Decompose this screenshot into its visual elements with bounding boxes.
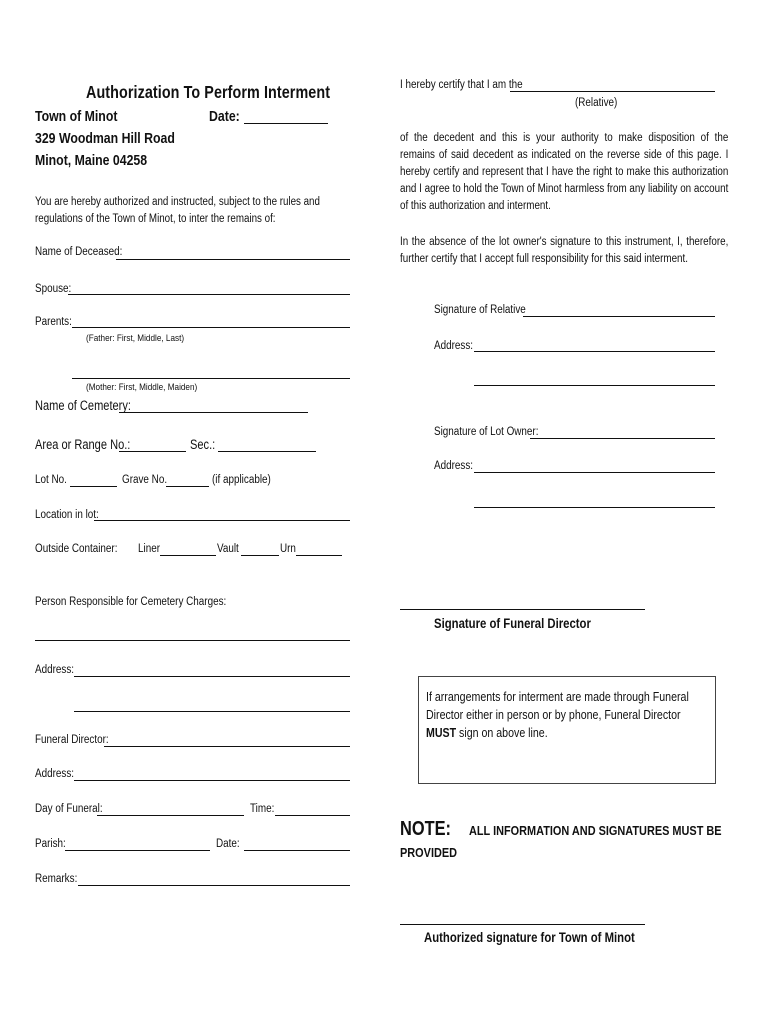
name-of-cemetery-field[interactable] (119, 412, 308, 413)
form-title: Authorization To Perform Interment (86, 82, 331, 102)
notice-text-part-1: If arrangements for interment are made through Funeral Director either in person or by phone, Funeral Director (426, 690, 689, 722)
mother-field[interactable] (72, 378, 350, 379)
relative-address-field-1[interactable] (474, 351, 715, 352)
father-hint: (Father: First, Middle, Last) (86, 333, 185, 344)
remarks-field[interactable] (78, 885, 350, 886)
relative-hint: (Relative) (575, 97, 618, 109)
outside-container-label: Outside Container: (35, 543, 118, 555)
time-label: Time: (250, 803, 275, 815)
funeral-director-signature-field[interactable] (400, 609, 645, 610)
notice-text-part-2: sign on above line. (456, 726, 548, 740)
certify-prefix: I hereby certify that I am the (400, 79, 523, 91)
liner-label: Liner (138, 543, 160, 555)
urn-field[interactable] (296, 555, 342, 556)
town-name: Town of Minot (35, 108, 118, 125)
grave-no-label: Grave No. (122, 474, 168, 486)
mother-hint: (Mother: First, Middle, Maiden) (86, 382, 198, 393)
vault-field[interactable] (241, 555, 279, 556)
sec-field[interactable] (218, 451, 316, 452)
area-or-range-field[interactable] (119, 451, 186, 452)
spouse-field[interactable] (68, 294, 350, 295)
date-field[interactable] (244, 850, 350, 851)
father-field[interactable] (72, 327, 350, 328)
director-address-label: Address: (35, 768, 75, 780)
spouse-label: Spouse: (35, 283, 72, 295)
funeral-director-label: Funeral Director: (35, 734, 109, 746)
vault-label: Vault (217, 543, 239, 555)
signature-lot-owner-field[interactable] (530, 438, 715, 439)
name-of-deceased-field[interactable] (116, 259, 350, 260)
authorized-signature-label: Authorized signature for Town of Minot (424, 930, 635, 945)
day-of-funeral-field[interactable] (97, 815, 244, 816)
note-text-continued: PROVIDED (400, 845, 458, 860)
sec-label: Sec.: (190, 437, 216, 452)
funeral-director-signature-label: Signature of Funeral Director (434, 616, 591, 631)
remarks-label: Remarks: (35, 873, 78, 885)
area-or-range-label: Area or Range No.: (35, 437, 131, 452)
responsible-address-label: Address: (35, 664, 75, 676)
day-of-funeral-label: Day of Funeral: (35, 803, 103, 815)
relative-address-field-2[interactable] (474, 385, 715, 386)
director-address-field[interactable] (74, 780, 350, 781)
location-in-lot-field[interactable] (94, 520, 350, 521)
signature-lot-owner-label: Signature of Lot Owner: (434, 426, 539, 438)
parents-label: Parents: (35, 316, 72, 328)
intro-paragraph: You are hereby authorized and instructed, subject to the rules and regulations of the Town of Minot, to inter the remains of: (35, 196, 320, 225)
authorized-signature-field[interactable] (400, 924, 645, 925)
absence-paragraph: In the absence of the lot owner's signature to this instrument, I, therefore, further certify that I accept full responsibility for this said interment. (400, 236, 729, 265)
relative-address-label: Address: (434, 340, 474, 352)
responsible-address-field-2[interactable] (74, 711, 350, 712)
parish-label: Parish: (35, 838, 66, 850)
time-field[interactable] (275, 815, 350, 816)
header-date-label: Date: (209, 108, 240, 125)
grave-no-field[interactable] (166, 486, 209, 487)
relative-relationship-field[interactable] (510, 91, 715, 92)
lot-no-label: Lot No. (35, 474, 67, 486)
signature-relative-field[interactable] (523, 316, 715, 317)
liner-field[interactable] (160, 555, 216, 556)
funeral-director-field[interactable] (104, 746, 350, 747)
lot-owner-address-field-1[interactable] (474, 472, 715, 473)
person-responsible-field[interactable] (35, 640, 350, 641)
note-label: NOTE: (400, 818, 452, 840)
funeral-director-notice-text (426, 688, 707, 742)
lot-owner-address-label: Address: (434, 460, 474, 472)
urn-label: Urn (280, 543, 296, 555)
header-date-field[interactable] (244, 123, 328, 124)
location-in-lot-label: Location in lot: (35, 509, 99, 521)
signature-relative-label: Signature of Relative (434, 304, 526, 316)
parish-field[interactable] (65, 850, 210, 851)
responsible-address-field-1[interactable] (74, 676, 350, 677)
name-of-deceased-label: Name of Deceased: (35, 246, 123, 258)
certify-paragraph: of the decedent and this is your authority to make disposition of the remains of said decedent as indicated on the reverse side of this page. I hereby certify and represent that I have the right to make this authorization and I agree to hold the Town of Minot harmless from any liability on account of this authorization and interment. (400, 132, 729, 212)
name-of-cemetery-label: Name of Cemetery: (35, 398, 131, 413)
note-text: ALL INFORMATION AND SIGNATURES MUST BE (469, 823, 722, 838)
date-label: Date: (216, 838, 240, 850)
if-applicable-hint: (if applicable) (212, 474, 271, 486)
lot-no-field[interactable] (70, 486, 117, 487)
address-line-1: 329 Woodman Hill Road (35, 130, 175, 147)
notice-must: MUST (426, 726, 457, 740)
address-line-2: Minot, Maine 04258 (35, 152, 148, 169)
lot-owner-address-field-2[interactable] (474, 507, 715, 508)
person-responsible-label: Person Responsible for Cemetery Charges: (35, 596, 227, 608)
